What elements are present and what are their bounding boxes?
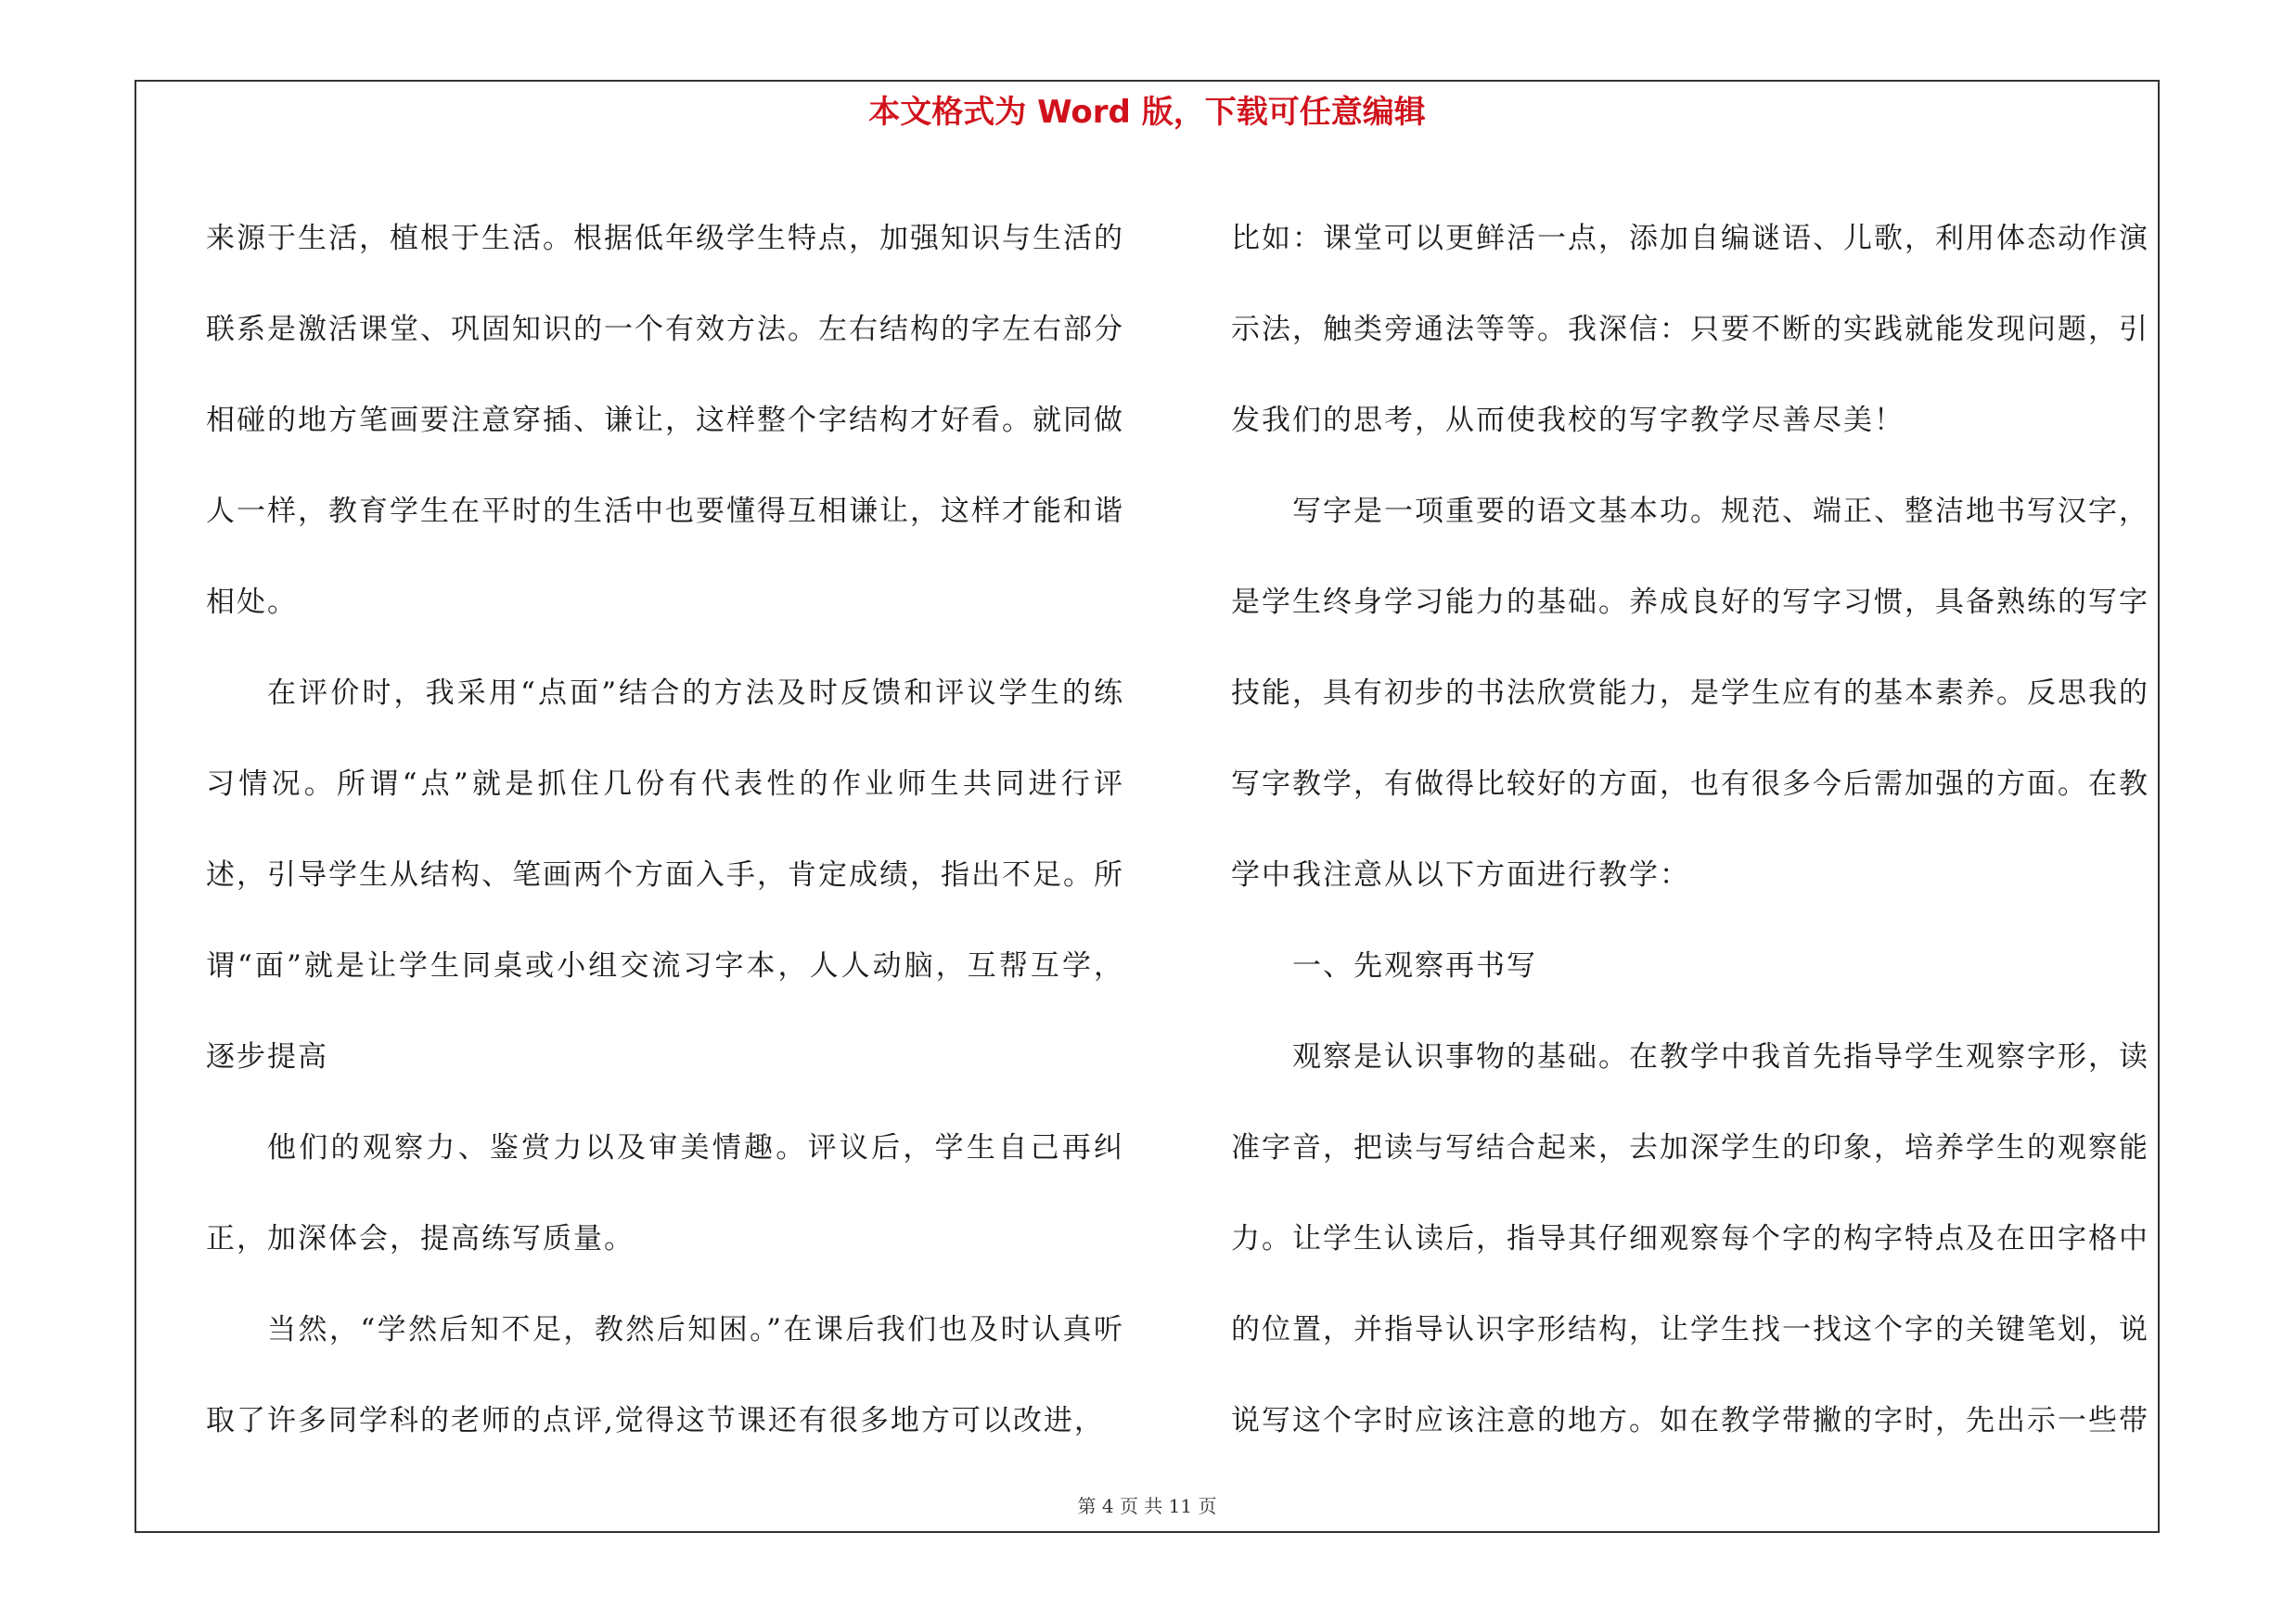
document-page [135, 80, 2160, 1533]
paragraph: 比如：课堂可以更鲜活一点，添加自编谜语、儿歌，利用体态动作演示法，触类旁通法等等。我深信：只要不断的实践就能发现问题，引发我们的思考，从而使我校的写字教学尽善尽美！ [1231, 222, 2149, 437]
paragraph: 写字是一项重要的语文基本功。规范、端正、整洁地书写汉字，是学生终身学习能力的基础。养成良好的写字习惯，具备熟练的写字技能，具有初步的书法欣赏能力，是学生应有的基本素养。反思我的写字教学，有做得比较好的方面，也有很多今后需加强的方面。在教学中我注意从以下方面进行教学： [1231, 495, 2149, 892]
page-number: 第 4 页 共 11 页 [1077, 1495, 1217, 1517]
paragraph: 在评价时，我采用“点面”结合的方法及时反馈和评议学生的练习情况。所谓“点”就是抓住几份有代表性的作业师生共同进行评述，引导学生从结构、笔画两个方面入手，肯定成绩，指出不足。所谓“面”就是让学生同桌或小组交流习字本，人人动脑，互帮互学，逐步提高 [206, 676, 1124, 1074]
paragraph: 来源于生活，植根于生活。根据低年级学生特点，加强知识与生活的联系是激活课堂、巩固知识的一个有效方法。左右结构的字左右部分相碰的地方笔画要注意穿插、谦让，这样整个字结构才好看。就同做人一样，教育学生在平时的生活中也要懂得互相谦让，这样才能和谐相处。 [206, 222, 1124, 619]
right-text-column [1231, 193, 2149, 1466]
paragraph: 观察是认识事物的基础。在教学中我首先指导学生观察字形，读准字音，把读与写结合起来，去加深学生的印象，培养学生的观察能力。让学生认读后，指导其仔细观察每个字的构字特点及在田字格中的位置，并指导认识字形结构，让学生找一找这个字的关键笔划，说说写这个字时应该注意的地方。如在教学带撇的字时，先出示一些带 [1231, 1040, 2149, 1437]
paragraph: 他们的观察力、鉴赏力以及审美情趣。评议后，学生自己再纠正，加深体会，提高练写质量。 [206, 1131, 1124, 1256]
paragraph: 当然，“学然后知不足，教然后知困。”在课后我们也及时认真听取了许多同学科的老师的点评,觉得这节课还有很多地方可以改进， [206, 1313, 1124, 1437]
section-heading: 一、先观察再书写 [1292, 949, 1537, 983]
left-text-column [206, 193, 1124, 1466]
format-notice-banner: 本文格式为 Word 版，下载可任意编辑 [868, 94, 1426, 131]
